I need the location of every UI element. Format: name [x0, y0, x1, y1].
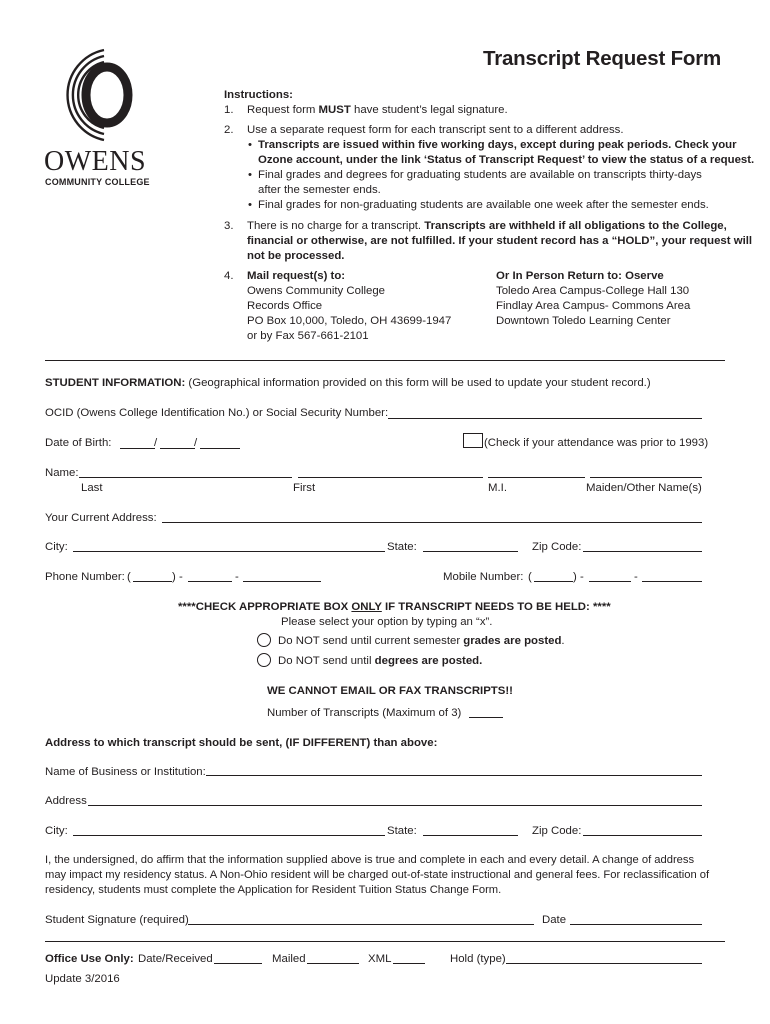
hold-degrees-label: Do NOT send until degrees are posted.: [278, 655, 483, 667]
hold-subtext: Please select your option by typing an “x”.: [281, 616, 493, 628]
page-title: Transcript Request Form: [483, 47, 722, 70]
office-hold-label: Hold (type): [450, 953, 506, 965]
mail-line: Owens Community College: [247, 285, 386, 297]
zip-field[interactable]: [583, 551, 702, 552]
dob-year-field[interactable]: [200, 448, 240, 449]
zip-label: Zip Code:: [532, 541, 582, 553]
bullet-2-line2: after the semester ends.: [258, 184, 381, 196]
office-mailed-label: Mailed: [272, 953, 306, 965]
update-date: Update 3/2016: [45, 973, 120, 985]
instruction-number: 2.: [224, 124, 234, 136]
office-mailed-field[interactable]: [307, 963, 359, 964]
phone-dash: -: [235, 571, 239, 583]
mobile-dash: -: [634, 571, 638, 583]
last-name-caption: Last: [81, 482, 103, 494]
dest-state-label: State:: [387, 825, 417, 837]
instruction-1: Request form MUST have student’s legal signature.: [247, 104, 508, 116]
phone-line-field[interactable]: [243, 581, 321, 582]
mail-line: PO Box 10,000, Toledo, OH 43699-1947: [247, 315, 452, 327]
phone-paren: ) -: [172, 571, 183, 583]
signature-label: Student Signature (required): [45, 914, 189, 926]
business-field[interactable]: [206, 775, 702, 776]
dest-city-field[interactable]: [73, 835, 385, 836]
current-address-field[interactable]: [162, 522, 702, 523]
city-label: City:: [45, 541, 68, 553]
current-address-label: Your Current Address:: [45, 512, 157, 524]
mail-heading: Mail request(s) to:: [247, 270, 346, 282]
affirmation-line2: may impact my residency status. A Non-Ohio resident will be charged out-of-state instructional and general fees. For reclassification of: [45, 869, 710, 881]
name-label: Name:: [45, 467, 79, 479]
instruction-3-line2: financial or otherwise, are not fulfilled. If your student record has a “HOLD”, your request will: [247, 235, 753, 247]
num-transcripts-field[interactable]: [469, 717, 503, 718]
mobile-prefix-field[interactable]: [589, 581, 631, 582]
instruction-2: Use a separate request form for each transcript sent to a different address.: [247, 124, 624, 136]
middle-initial-caption: M.I.: [488, 482, 507, 494]
prior-1993-checkbox[interactable]: [463, 433, 483, 448]
bullet-3: Final grades for non-graduating students are available one week after the semester ends.: [258, 199, 709, 211]
ocid-field[interactable]: [388, 418, 702, 419]
state-label: State:: [387, 541, 417, 553]
dob-label: Date of Birth:: [45, 437, 112, 449]
destination-heading: Address to which transcript should be sent, (IF DIFFERENT) than above:: [45, 737, 438, 749]
in-person-line: Toledo Area Campus-College Hall 130: [496, 285, 690, 297]
middle-initial-field[interactable]: [488, 477, 585, 478]
section-divider: [45, 360, 725, 361]
mobile-label: Mobile Number:: [443, 571, 524, 583]
bullet-1-line1: Transcripts are issued within five working days, except during peak periods. Check your: [258, 139, 737, 151]
maiden-name-field[interactable]: [590, 477, 702, 478]
business-label: Name of Business or Institution:: [45, 766, 206, 778]
mail-line: or by Fax 567-661-2101: [247, 330, 369, 342]
phone-area-field[interactable]: [133, 581, 172, 582]
bullet-icon: •: [248, 139, 252, 151]
affirmation-line3: residency, students must complete the Application for Resident Tuition Status Change Form.: [45, 884, 502, 896]
phone-label: Phone Number:: [45, 571, 125, 583]
instructions-heading: Instructions:: [224, 89, 293, 101]
num-transcripts-label: Number of Transcripts (Maximum of 3): [267, 707, 462, 719]
last-name-field[interactable]: [79, 477, 292, 478]
in-person-heading: Or In Person Return to: Oserve: [496, 270, 664, 282]
dob-month-field[interactable]: [120, 448, 155, 449]
date-field[interactable]: [570, 924, 702, 925]
no-email-notice: WE CANNOT EMAIL OR FAX TRANSCRIPTS!!: [267, 685, 513, 697]
first-name-field[interactable]: [298, 477, 483, 478]
in-person-line: Findlay Area Campus- Commons Area: [496, 300, 691, 312]
phone-prefix-field[interactable]: [188, 581, 232, 582]
office-date-received-label: Date/Received: [138, 953, 213, 965]
hold-degrees-radio[interactable]: [257, 653, 271, 667]
logo-name: OWENS: [44, 146, 147, 177]
mail-line: Records Office: [247, 300, 323, 312]
hold-grades-radio[interactable]: [257, 633, 271, 647]
office-divider: [45, 941, 725, 942]
hold-grades-label: Do NOT send until current semester grades are posted.: [278, 635, 565, 647]
dest-address-field[interactable]: [88, 805, 702, 806]
dob-separator: /: [154, 437, 158, 449]
dob-separator: /: [194, 437, 198, 449]
instruction-number: 4.: [224, 270, 234, 282]
dob-day-field[interactable]: [160, 448, 195, 449]
dest-city-label: City:: [45, 825, 68, 837]
office-hold-field[interactable]: [506, 963, 702, 964]
date-label: Date: [542, 914, 567, 926]
office-use-label: Office Use Only:: [45, 953, 134, 965]
instruction-number: 1.: [224, 104, 234, 116]
bullet-icon: •: [248, 169, 252, 181]
owens-logo: [44, 44, 150, 194]
affirmation-line1: I, the undersigned, do affirm that the information supplied above is true and complete in each and every detail. A change of address: [45, 854, 695, 866]
office-date-received-field[interactable]: [214, 963, 262, 964]
signature-field[interactable]: [188, 924, 534, 925]
dest-address-label: Address: [45, 795, 87, 807]
phone-paren: (: [127, 571, 131, 583]
bullet-icon: •: [248, 199, 252, 211]
mobile-paren: (: [528, 571, 532, 583]
hold-heading: ****CHECK APPROPRIATE BOX ONLY IF TRANSCRIPT NEEDS TO BE HELD: ****: [178, 601, 611, 613]
ocid-label: OCID (Owens College Identification No.) or Social Security Number:: [45, 407, 389, 419]
city-field[interactable]: [73, 551, 385, 552]
dest-zip-label: Zip Code:: [532, 825, 582, 837]
mobile-paren: ) -: [573, 571, 584, 583]
prior-1993-label: (Check if your attendance was prior to 1993): [484, 437, 709, 449]
logo-subtitle: COMMUNITY COLLEGE: [45, 177, 150, 187]
first-name-caption: First: [293, 482, 316, 494]
maiden-name-caption: Maiden/Other Name(s): [586, 482, 702, 494]
instruction-number: 3.: [224, 220, 234, 232]
office-xml-field[interactable]: [393, 963, 425, 964]
dest-zip-field[interactable]: [583, 835, 702, 836]
mobile-line-field[interactable]: [642, 581, 702, 582]
instruction-3-line1: There is no charge for a transcript. Transcripts are withheld if all obligations to the College,: [247, 220, 727, 232]
instruction-3-line3: not be processed.: [247, 250, 345, 262]
student-info-heading: STUDENT INFORMATION: (Geographical information provided on this form will be used to update your student record.): [45, 377, 651, 389]
mobile-area-field[interactable]: [534, 581, 573, 582]
bullet-2-line1: Final grades and degrees for graduating students are available on transcripts thirty-days: [258, 169, 702, 181]
office-xml-label: XML: [368, 953, 392, 965]
in-person-line: Downtown Toledo Learning Center: [496, 315, 671, 327]
state-field[interactable]: [423, 551, 518, 552]
bullet-1-line2: Ozone account, under the link ‘Status of Transcript Request’ to view the status of a request.: [258, 154, 755, 166]
dest-state-field[interactable]: [423, 835, 518, 836]
owens-o-mark-icon: [44, 44, 144, 144]
